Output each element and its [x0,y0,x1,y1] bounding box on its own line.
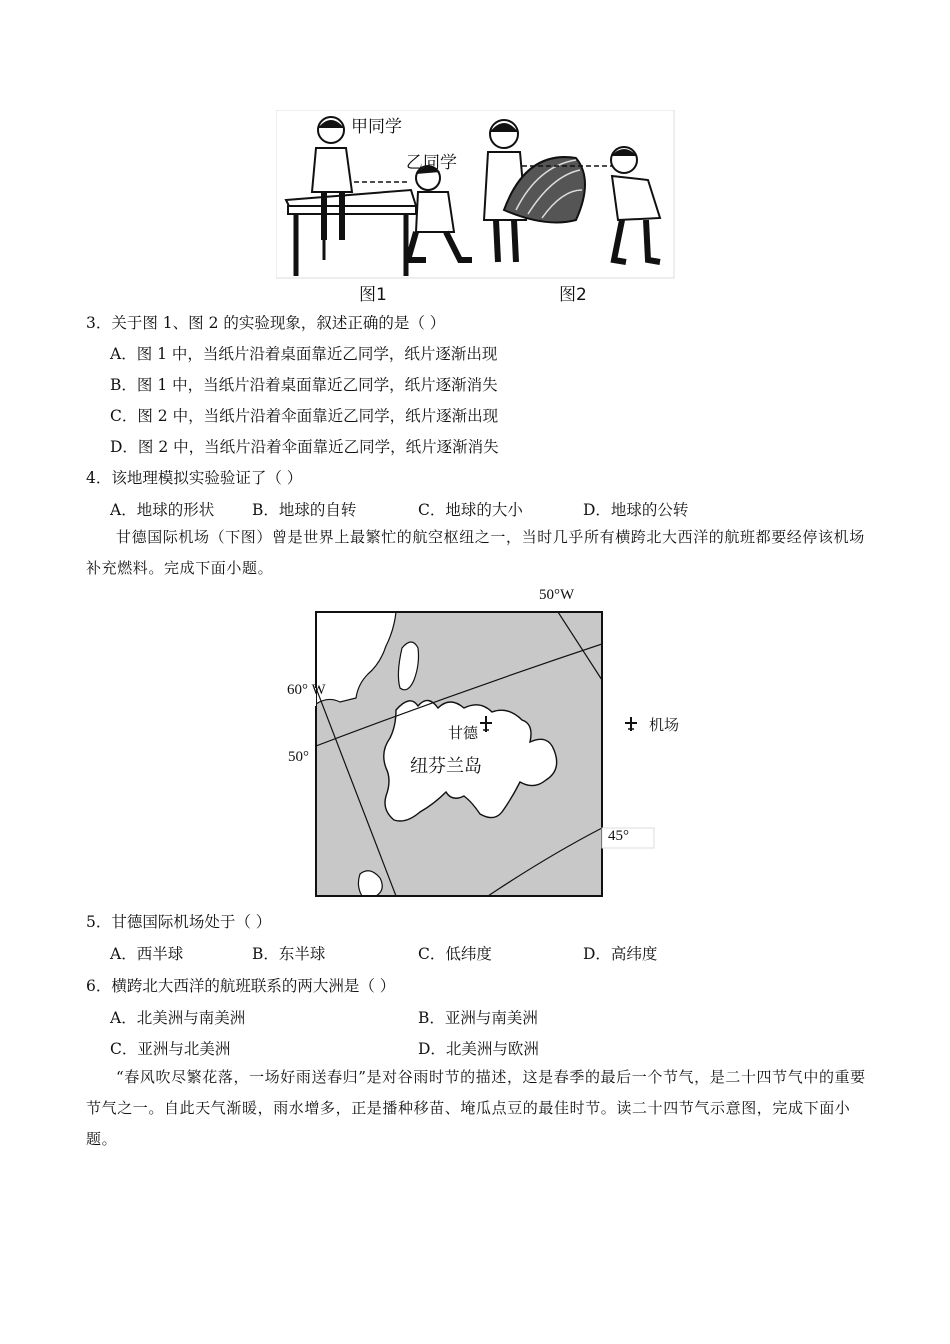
label-longitude-60w: 60° W [287,682,326,698]
caption-figure-1: 图1 [359,285,387,305]
question-6-option-a: A．北美洲与南美洲 [110,1009,246,1027]
question-4-stem: 4．该地理模拟实验验证了（ ） [86,469,303,487]
caption-figure-2: 图2 [559,285,587,305]
label-gander: 甘德 [448,724,479,742]
question-4-option-c: C．地球的大小 [418,501,523,519]
question-3-stem: 3．关于图 1、图 2 的实验现象，叙述正确的是（ ） [86,314,446,332]
label-student-jia: 甲同学 [351,117,402,137]
question-6-stem: 6．横跨北大西洋的航班联系的两大洲是（ ） [86,977,396,995]
question-5-option-a: A．西半球 [110,945,184,963]
newfoundland-map [268,584,700,900]
label-newfoundland: 纽芬兰岛 [410,756,482,777]
experiment-illustration [276,110,676,302]
map-drawing [268,584,700,900]
question-5-option-b: B．东半球 [252,945,326,963]
legend-airport-symbol [625,717,637,731]
question-6-option-c: C．亚洲与北美洲 [110,1040,231,1058]
label-student-yi: 乙同学 [406,153,457,173]
question-5-option-d: D．高纬度 [583,945,658,963]
label-longitude-50w: 50°W [539,587,575,603]
legend-airport-label: 机场 [649,716,680,734]
question-6-option-b: B．亚洲与南美洲 [418,1009,538,1027]
passage-guyu-solar-term: “春风吹尽繁花落，一场好雨送春归”是对谷雨时节的描述，这是春季的最后一个节气，是二十四节气中的重要节气之一。自此天气渐暖，雨水增多，正是播种移苗、埯瓜点豆的最佳时节。读二十四节气示意图，完成下面小题。 [86,1068,866,1148]
question-3-option-c: C．图 2 中，当纸片沿着伞面靠近乙同学，纸片逐渐出现 [110,407,499,425]
question-4-option-d: D．地球的公转 [583,501,689,519]
question-3-option-a: A．图 1 中，当纸片沿着桌面靠近乙同学，纸片逐渐出现 [110,345,498,363]
question-3-option-b: B．图 1 中，当纸片沿着桌面靠近乙同学，纸片逐渐消失 [110,376,498,394]
passage-gander-airport: 甘德国际机场（下图）曾是世界上最繁忙的航空枢纽之一，当时几乎所有横跨北大西洋的航班都要经停该机场补充燃料。完成下面小题。 [86,528,865,577]
question-5-stem: 5．甘德国际机场处于（ ） [86,913,272,931]
question-4-option-b: B．地球的自转 [252,501,357,519]
experiment-figure [276,110,676,305]
question-5-option-c: C．低纬度 [418,945,492,963]
question-3-option-d: D．图 2 中，当纸片沿着伞面靠近乙同学，纸片逐渐消失 [110,438,499,456]
label-latitude-45: 45° [608,828,629,844]
question-6-option-d: D．北美洲与欧洲 [418,1040,539,1058]
label-latitude-50: 50° [288,749,309,765]
question-4-option-a: A．地球的形状 [110,501,215,519]
